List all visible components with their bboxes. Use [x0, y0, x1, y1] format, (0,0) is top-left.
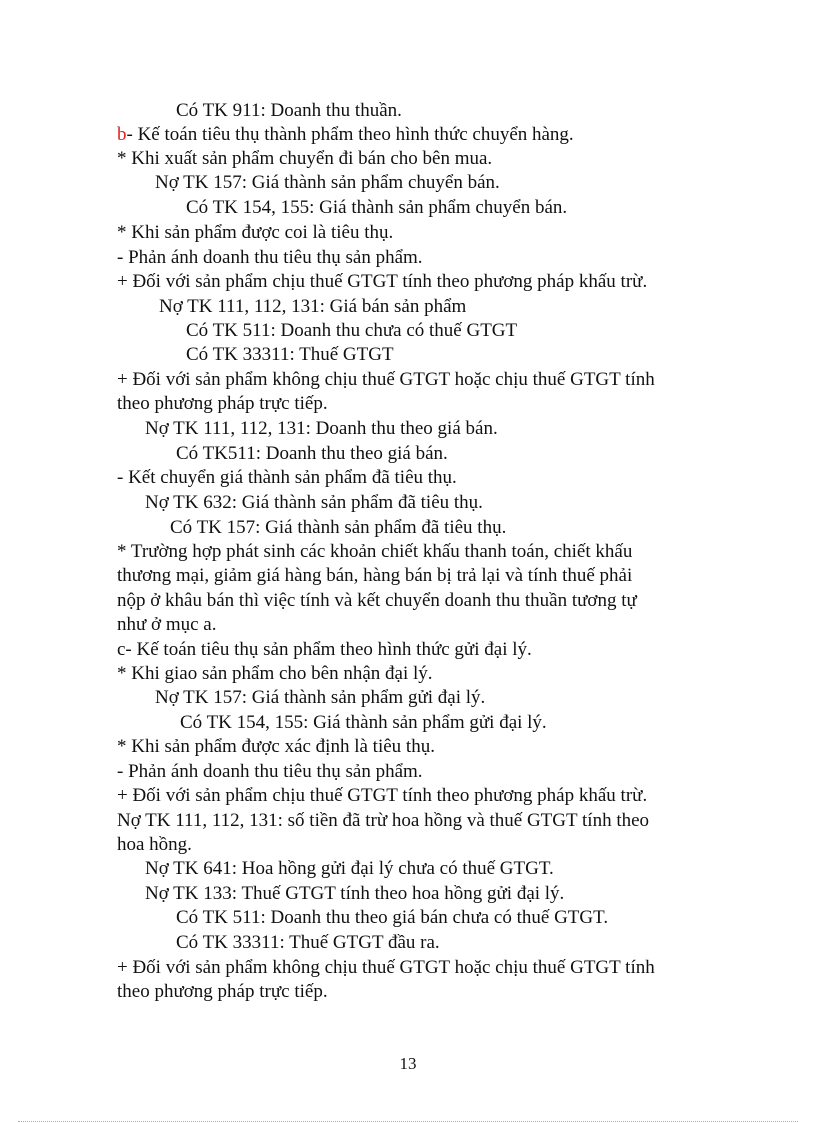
line-text: Có TK 33311: Thuế GTGT [186, 344, 394, 365]
text-line [176, 931, 440, 955]
text-line [117, 809, 649, 833]
page-number: 13 [399, 1054, 417, 1073]
text-line [186, 343, 394, 367]
line-text: Nợ TK 111, 112, 131: Giá bán sản phẩm [159, 296, 467, 317]
line-text: Nợ TK 632: Giá thành sản phẩm đã tiêu thụ. [145, 492, 483, 513]
line-text: Có TK 157: Giá thành sản phẩm đã tiêu thụ. [170, 517, 507, 538]
line-text: Có TK511: Doanh thu theo giá bán. [176, 443, 448, 464]
text-line [180, 711, 547, 735]
text-line [117, 123, 574, 147]
line-text: - Kế toán tiêu thụ thành phẩm theo hình thức chuyển hàng. [126, 124, 574, 145]
text-line [145, 417, 498, 441]
line-text: theo phương pháp trực tiếp. [117, 981, 328, 1002]
text-line [117, 368, 655, 392]
line-text: theo phương pháp trực tiếp. [117, 393, 328, 414]
text-line [155, 171, 500, 195]
text-line [186, 319, 517, 343]
text-line [117, 147, 492, 171]
line-text: Có TK 511: Doanh thu theo giá bán chưa có thuế GTGT. [176, 907, 609, 928]
line-text: Nợ TK 133: Thuế GTGT tính theo hoa hồng gửi đại lý. [145, 883, 565, 904]
line-text: - Phản ánh doanh thu tiêu thụ sản phẩm. [117, 761, 423, 782]
line-text: Nợ TK 157: Giá thành sản phẩm chuyển bán. [155, 172, 500, 193]
text-line [117, 221, 393, 245]
line-text: nộp ở khâu bán thì việc tính và kết chuyển doanh thu thuần tương tự [117, 590, 637, 611]
line-text: + Đối với sản phẩm chịu thuế GTGT tính theo phương pháp khấu trừ. [117, 271, 648, 292]
line-text: Nợ TK 111, 112, 131: số tiền đã trừ hoa hồng và thuế GTGT tính theo [117, 810, 650, 831]
text-line [117, 540, 632, 564]
line-text: + Đối với sản phẩm chịu thuế GTGT tính theo phương pháp khấu trừ. [117, 785, 648, 806]
text-line [117, 466, 457, 490]
line-text: c- Kế toán tiêu thụ sản phẩm theo hình thức gửi đại lý. [117, 639, 532, 660]
line-text: * Khi sản phẩm được xác định là tiêu thụ. [117, 736, 435, 757]
text-line [117, 564, 632, 588]
text-line [186, 196, 567, 220]
text-line [117, 784, 647, 808]
page-break-divider [18, 1121, 798, 1122]
text-line [155, 686, 485, 710]
line-text: Có TK 154, 155: Giá thành sản phẩm gửi đại lý. [180, 712, 547, 733]
text-line [117, 760, 423, 784]
line-text: như ở mục a. [117, 614, 217, 635]
line-text: Có TK 511: Doanh thu chưa có thuế GTGT [186, 320, 518, 341]
line-text: + Đối với sản phẩm không chịu thuế GTGT hoặc chịu thuế GTGT tính [117, 957, 655, 978]
line-text: - Phản ánh doanh thu tiêu thụ sản phẩm. [117, 247, 423, 268]
line-text: Có TK 33311: Thuế GTGT đầu ra. [176, 932, 440, 953]
section-letter: b [117, 124, 127, 145]
text-line [145, 857, 554, 881]
text-line [117, 589, 637, 613]
line-text: Nợ TK 111, 112, 131: Doanh thu theo giá bán. [145, 418, 498, 439]
text-line [117, 392, 328, 416]
line-text: * Khi sản phẩm được coi là tiêu thụ. [117, 222, 394, 243]
text-line [117, 638, 532, 662]
text-line [170, 516, 506, 540]
line-text: * Khi xuất sản phẩm chuyển đi bán cho bên mua. [117, 148, 493, 169]
text-line [117, 662, 433, 686]
text-line [117, 980, 328, 1004]
text-line [176, 99, 402, 123]
text-line [176, 906, 608, 930]
line-text: thương mại, giảm giá hàng bán, hàng bán bị trả lại và tính thuế phải [117, 565, 633, 586]
text-line [117, 613, 217, 637]
text-line [117, 833, 192, 857]
line-text: hoa hồng. [117, 834, 192, 855]
line-text: Nợ TK 157: Giá thành sản phẩm gửi đại lý. [155, 687, 486, 708]
line-text: * Trường hợp phát sinh các khoản chiết khấu thanh toán, chiết khấu [117, 541, 633, 562]
text-line [117, 956, 655, 980]
text-line [145, 491, 483, 515]
line-text: Có TK 154, 155: Giá thành sản phẩm chuyển bán. [186, 197, 568, 218]
line-text: - Kết chuyển giá thành sản phẩm đã tiêu thụ. [117, 467, 457, 488]
text-line [159, 295, 466, 319]
line-text: Có TK 911: Doanh thu thuần. [176, 100, 402, 121]
line-text: + Đối với sản phẩm không chịu thuế GTGT hoặc chịu thuế GTGT tính [117, 369, 655, 390]
text-line [176, 442, 448, 466]
text-line [117, 270, 647, 294]
text-line [117, 246, 423, 270]
text-line [117, 735, 435, 759]
line-text: Nợ TK 641: Hoa hồng gửi đại lý chưa có thuế GTGT. [145, 858, 554, 879]
text-line [145, 882, 564, 906]
line-text: * Khi giao sản phẩm cho bên nhận đại lý. [117, 663, 433, 684]
